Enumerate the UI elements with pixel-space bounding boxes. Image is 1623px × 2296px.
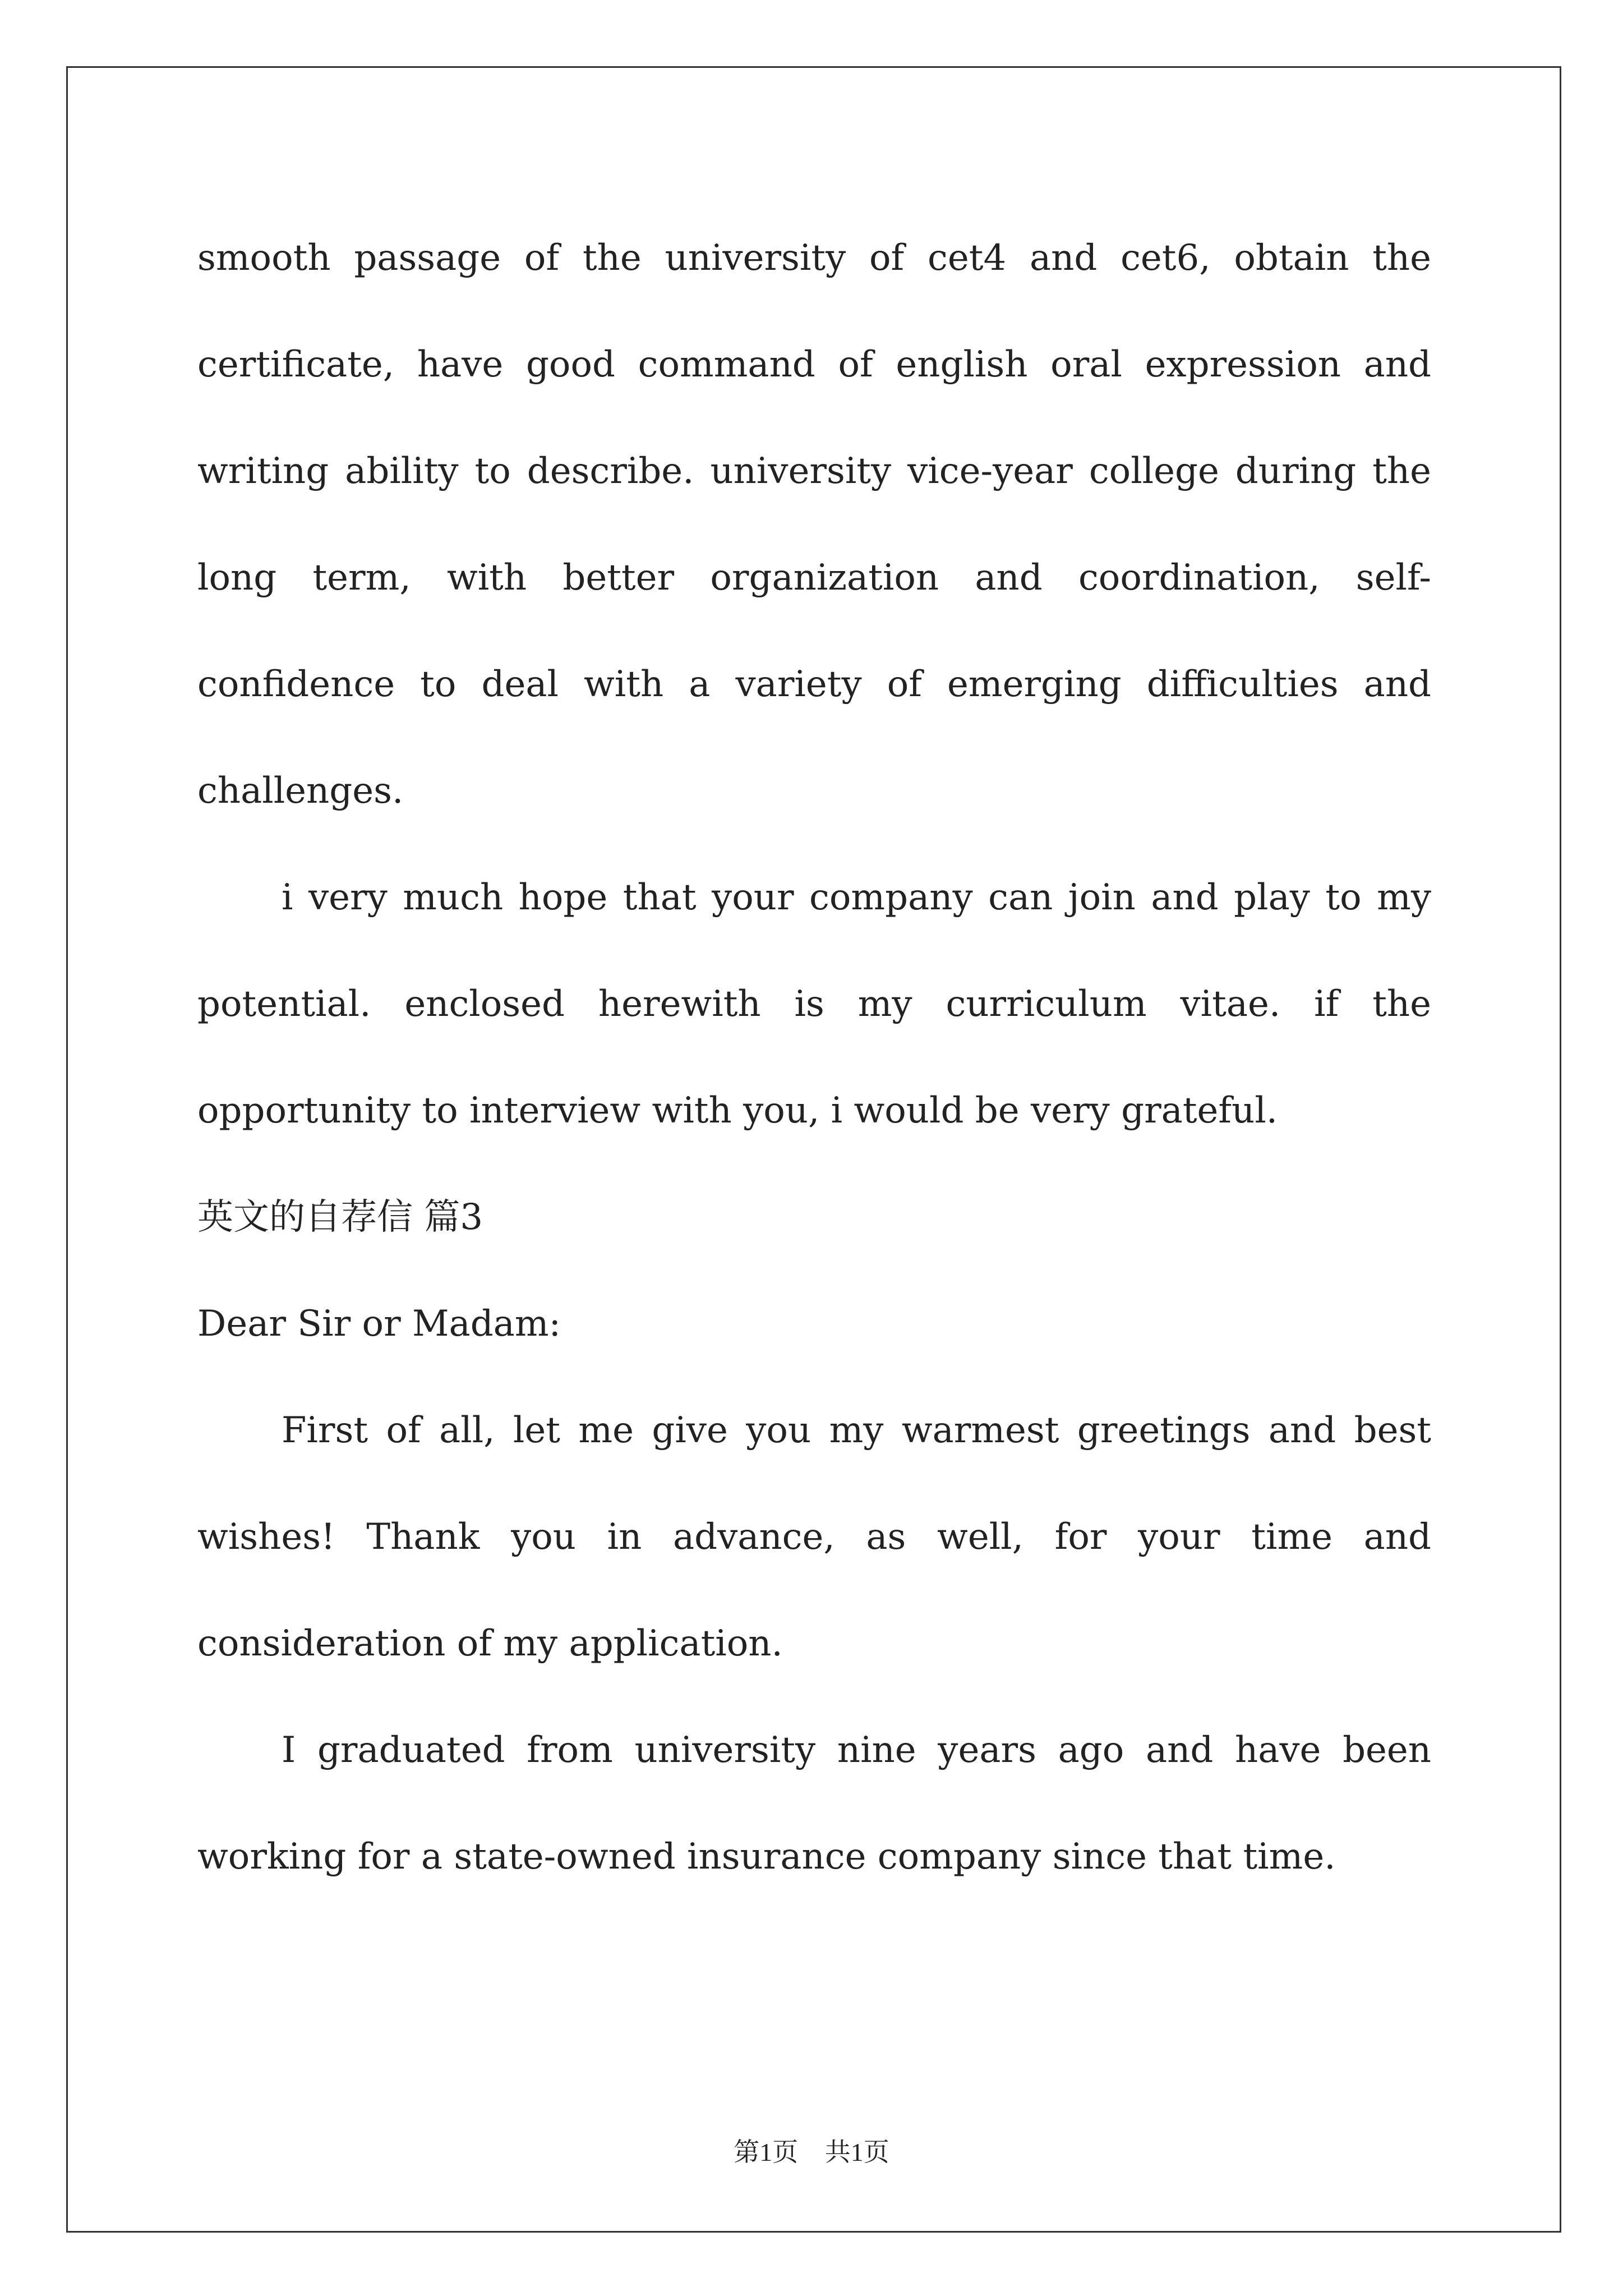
paragraph-greeting: First of all, let me give you my warmest greetings and best wishes! Thank you in advance, as well, for your time and consideration of my application. bbox=[197, 1410, 1431, 1664]
paragraph-continuation: smooth passage of the university of cet4 and cet6, obtain the certificate, have good command of english oral expression and writing ability to describe. university vice-year college during the long term, with better organization and coordination, self-confidence to deal with a variety of emerging difficulties and challenges. bbox=[197, 237, 1431, 812]
paragraph-background: I graduated from university nine years ago and have been working for a state-owned insurance company since that time. bbox=[197, 1729, 1431, 1878]
paragraph-closing-hope: i very much hope that your company can join and play to my potential. enclosed herewith is my curriculum vitae. if the opportunity to interview with you, i would be very grateful. bbox=[197, 877, 1431, 1131]
page-footer bbox=[0, 2132, 1623, 2169]
total-pages-label: 共1页 bbox=[824, 2138, 889, 2166]
salutation: Dear Sir or Madam: bbox=[197, 1303, 561, 1345]
section-heading: 英文的自荐信 篇3 bbox=[197, 1197, 483, 1238]
current-page-label: 第1页 bbox=[734, 2138, 799, 2166]
document-body bbox=[197, 205, 1431, 1910]
